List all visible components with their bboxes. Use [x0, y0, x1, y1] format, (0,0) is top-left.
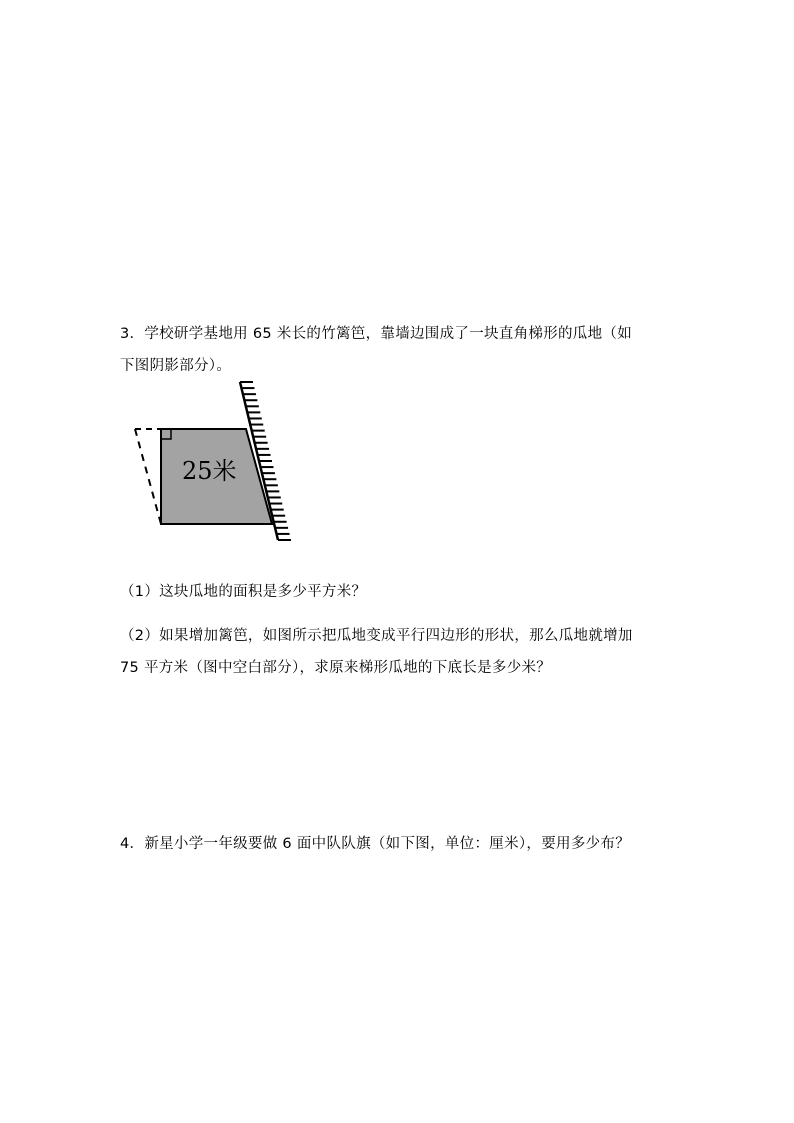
trapezoid-figure [125, 378, 295, 548]
dashed-slant-side [135, 429, 161, 524]
problem-3-question-2-line-2: 75 平方米（图中空白部分），求原来梯形瓜地的下底长是多少米？ [120, 660, 552, 676]
problem-3-question-2-line-1: （2）如果增加篱笆，如图所示把瓜地变成平行四边形的形状，那么瓜地就增加 [120, 628, 633, 644]
problem-3-question-1: （1）这块瓜地的面积是多少平方米？ [120, 584, 367, 600]
figure-label: 25米 [182, 457, 237, 485]
problem-3-text-line-2: 下图阴影部分）。 [120, 358, 232, 374]
problem-4-text: 4．新星小学一年级要做 6 面中队队旗（如下图，单位：厘米），要用多少布？ [120, 836, 631, 852]
problem-3-text-line-1: 3．学校研学基地用 65 米长的竹篱笆，靠墙边围成了一块直角梯形的瓜地（如 [120, 326, 632, 342]
